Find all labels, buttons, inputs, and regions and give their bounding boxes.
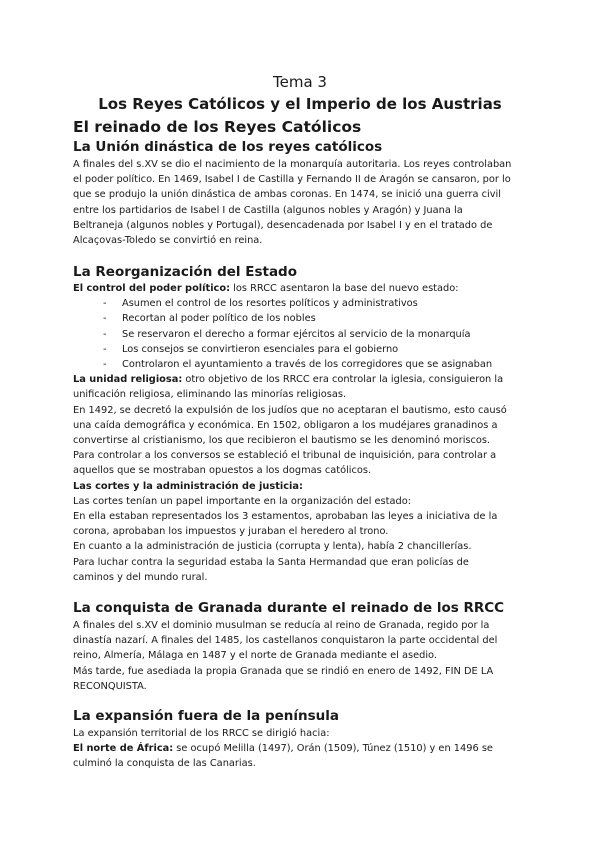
heading-expansion: La expansión fuera de la península	[73, 708, 340, 724]
paragraph-line: A finales del s.XV se dio el nacimiento de la monarquía autoritaria. Los reyes controlaban	[73, 159, 512, 170]
paragraph-line	[73, 741, 533, 756]
paragraph-line: dinastía nazarí. A finales del 1485, los castellanos conquistaron la parte occidental del	[73, 635, 498, 647]
subtitle: El reinado de los Reyes Católicos	[73, 118, 362, 136]
paragraph-line: una caída demográfica y económica. En 1502, obligaron a los mudéjares granadinos a	[73, 419, 498, 431]
paragraph-line: convertirse al cristianismo, los que recibieron el bautismo se les denominó moriscos.	[73, 435, 491, 447]
heading-reorganizacion: La Reorganización del Estado	[73, 264, 297, 280]
list-item: - Controlaron el ayuntamiento a través de los corregidores que se asignaban	[103, 357, 533, 372]
paragraph-line	[73, 372, 533, 387]
paragraph-line	[73, 281, 533, 296]
paragraph-line	[73, 479, 533, 494]
inline-text: se ocupó Melilla (1497), Orán (1509), Túnez (1510) y en 1496 se	[173, 743, 493, 755]
paragraph-line: Las cortes tenían un papel importante en la organización del estado:	[73, 495, 412, 507]
paragraph-line: unificación religiosa, eliminando las minorías religiosas.	[73, 389, 347, 401]
label-unidad-religiosa: La unidad religiosa:	[73, 374, 183, 386]
heading-conquista-granada: La conquista de Granada durante el reinado de los RRCC	[73, 600, 505, 616]
label-cortes-justicia: Las cortes y la administración de justicia:	[73, 480, 303, 492]
paragraph-line: culminó la conquista de las Canarias.	[73, 758, 256, 770]
paragraph-line: entre los partidarios de Isabel I de Castilla (algunos nobles y Aragón) y Juana la	[73, 204, 463, 216]
label-control-poder: El control del poder político:	[73, 283, 231, 294]
section-union-dinastica	[73, 157, 533, 248]
label-norte-africa: El norte de África:	[73, 743, 174, 755]
section-reorganizacion	[73, 281, 533, 585]
paragraph-line: En cuanto a la administración de justicia (corrupta y lenta), había 2 chancillerías.	[73, 541, 472, 553]
bullet-list	[73, 296, 533, 372]
inline-text: otro objetivo de los RRCC era controlar la iglesia, consiguieron la	[182, 374, 504, 386]
section-conquista-granada	[73, 618, 533, 694]
list-item: - Recortan al poder político de los nobles	[103, 311, 533, 326]
paragraph-line: RECONQUISTA.	[73, 680, 147, 692]
paragraph-line: A finales del s.XV el dominio musulman se reducía al reino de Granada, regido por la	[73, 620, 490, 631]
list-item: - Asumen el control de los resortes políticos y administrativos	[103, 296, 533, 311]
paragraph-line: caminos y del mundo rural.	[73, 571, 208, 583]
paragraph-line: Para luchar contra la seguridad estaba la Santa Hermandad que eran policías de	[73, 556, 469, 568]
tema-label: Tema 3	[273, 73, 327, 91]
paragraph-line: aquellos que se mostraban opuestos a los dogmas católicos.	[73, 465, 372, 477]
paragraph-line: Beltraneja (algunos nobles y Portugal), desencadenada por Isabel I y en el tratado de	[73, 219, 493, 231]
paragraph-line: Alcaçovas-Toledo se convirtió en reina.	[73, 235, 263, 247]
section-expansion	[73, 726, 533, 772]
inline-text: los RRCC asentaron la base del nuevo estado:	[230, 283, 459, 294]
paragraph-line: Para controlar a los conversos se estableció el tribunal de inquisición, para controlar a	[73, 450, 497, 462]
paragraph-line: En 1492, se decretó la expulsión de los judíos que no aceptaran el bautismo, esto causó	[73, 404, 507, 416]
paragraph-line: Más tarde, fue asediada la propia Granada que se rindió en enero de 1492, FIN DE LA	[73, 665, 494, 677]
paragraph-line: reino, Almería, Málaga en 1487 y el norte de Granada mediante el asedio.	[73, 650, 437, 662]
paragraph-line: que se produjo la unión dinástica de ambas coronas. En 1474, se inició una guerra civil	[73, 189, 501, 201]
paragraph-line: En ella estaban representados los 3 estamentos, aprobaban las leyes a iniciativa de la	[73, 511, 498, 523]
paragraph-line: La expansión territorial de los RRCC se dirigió hacia:	[73, 728, 330, 739]
list-item: - Los consejos se convirtieron esenciales para el gobierno	[103, 342, 533, 357]
heading-union-dinastica: La Unión dinástica de los reyes católicos	[73, 139, 383, 155]
main-title: Los Reyes Católicos y el Imperio de los Austrias	[98, 95, 502, 113]
paragraph-line: el poder político. En 1469, Isabel I de Castilla y Fernando II de Aragón se cansaron, por lo	[73, 174, 511, 186]
paragraph-line: corona, aprobaban los impuestos y juraban el heredero al trono.	[73, 526, 389, 538]
list-item: - Se reservaron el derecho a formar ejércitos al servicio de la monarquía	[103, 327, 533, 342]
